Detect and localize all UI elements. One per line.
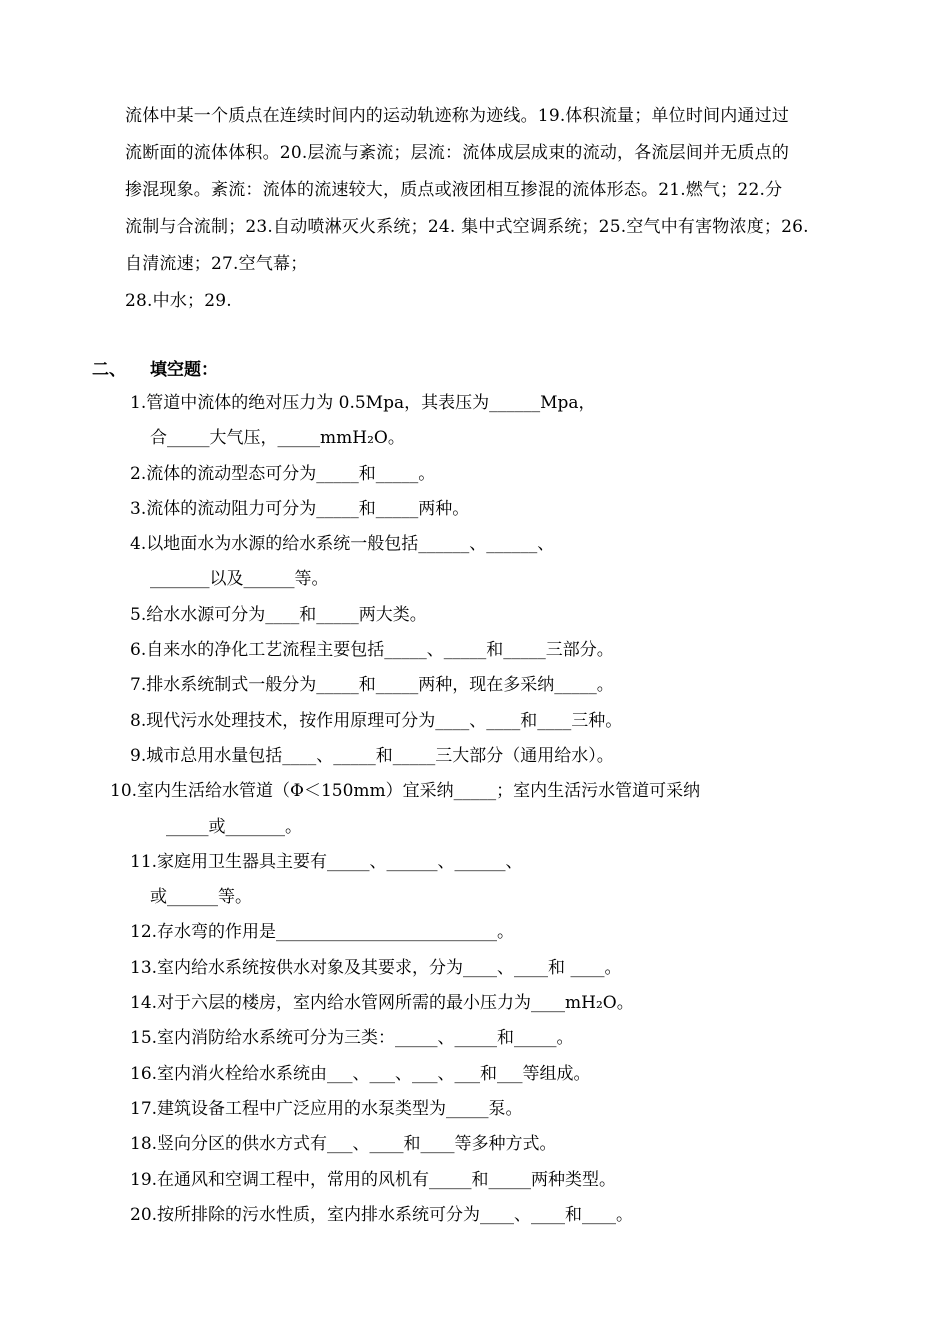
question-20: 20.按所排除的污水性质，室内排水系统可分为____、____和____。 bbox=[130, 1204, 634, 1225]
question-14: 14.对于六层的楼房，室内给水管网所需的最小压力为____mH₂O。 bbox=[130, 993, 634, 1014]
section-heading bbox=[92, 355, 218, 380]
question-18: 18.竖向分区的供水方式有___、____和____等多种方式。 bbox=[130, 1134, 557, 1155]
intro-line: 流体中某一个质点在连续时间内的运动轨迹称为迹线。19.体积流量；单位时间内通过过 bbox=[125, 106, 790, 126]
question-16: 16.室内消火栓给水系统由___、___、___、___和___等组成。 bbox=[130, 1063, 591, 1084]
question-3: 3.流体的流动阻力可分为_____和_____两种。 bbox=[130, 498, 470, 519]
question-19: 19.在通风和空调工程中，常用的风机有_____和_____两种类型。 bbox=[130, 1169, 617, 1190]
question-2: 2.流体的流动型态可分为_____和_____。 bbox=[130, 463, 436, 484]
intro-line: 流制与合流制；23.自动喷淋灭火系统；24. 集中式空调系统；25.空气中有害物浓度；26. bbox=[125, 217, 809, 237]
intro-line: 流断面的流体体积。20.层流与紊流；层流：流体成层成束的流动，各流层间并无质点的 bbox=[125, 143, 790, 163]
intro-line: 掺混现象。紊流：流体的流速较大，质点或液团相互掺混的流体形态。21.燃气；22.分 bbox=[125, 180, 783, 200]
question-9: 9.城市总用水量包括____、_____和_____三大部分（通用给水）。 bbox=[130, 745, 614, 766]
question-17: 17.建筑设备工程中广泛应用的水泵类型为_____泵。 bbox=[130, 1098, 523, 1119]
question-6: 6.自来水的净化工艺流程主要包括_____、_____和_____三部分。 bbox=[130, 640, 614, 661]
question-list bbox=[0, 386, 950, 1233]
question-4: 4.以地面水为水源的给水系统一般包括______、______、 bbox=[130, 534, 555, 555]
question-13: 13.室内给水系统按供水对象及其要求，分为____、____和 ____。 bbox=[130, 957, 622, 978]
question-12: 12.存水弯的作用是__________________________。 bbox=[130, 922, 515, 943]
section-number: 二、 bbox=[92, 360, 126, 380]
intro-line: 28.中水；29. bbox=[125, 291, 232, 311]
question-1-cont: 合_____大气压，_____mmH₂O。 bbox=[150, 428, 405, 449]
intro-line: 自清流速；27.空气幕； bbox=[125, 254, 308, 274]
question-15: 15.室内消防给水系统可分为三类：_____、_____和_____。 bbox=[130, 1028, 574, 1049]
intro-paragraph bbox=[125, 98, 865, 320]
question-10-cont: _____或_______。 bbox=[166, 816, 302, 837]
question-1: 1.管道中流体的绝对压力为 0.5Mpa，其表压为______Mpa， bbox=[130, 393, 596, 413]
question-7: 7.排水系统制式一般分为_____和_____两种，现在多采纳_____。 bbox=[130, 675, 614, 696]
question-11-cont: 或______等。 bbox=[150, 887, 252, 908]
question-11: 11.家庭用卫生器具主要有_____、______、______、 bbox=[130, 851, 523, 872]
question-5: 5.给水水源可分为____和_____两大类。 bbox=[130, 604, 427, 625]
question-4-cont: _______以及______等。 bbox=[150, 569, 329, 590]
section-title: 填空题： bbox=[150, 360, 218, 380]
question-8: 8.现代污水处理技术，按作用原理可分为____、____和____三种。 bbox=[130, 710, 623, 731]
question-10: 10.室内生活给水管道（Φ＜150mm）宜采纳_____；室内生活污水管道可采纳 bbox=[110, 781, 701, 802]
